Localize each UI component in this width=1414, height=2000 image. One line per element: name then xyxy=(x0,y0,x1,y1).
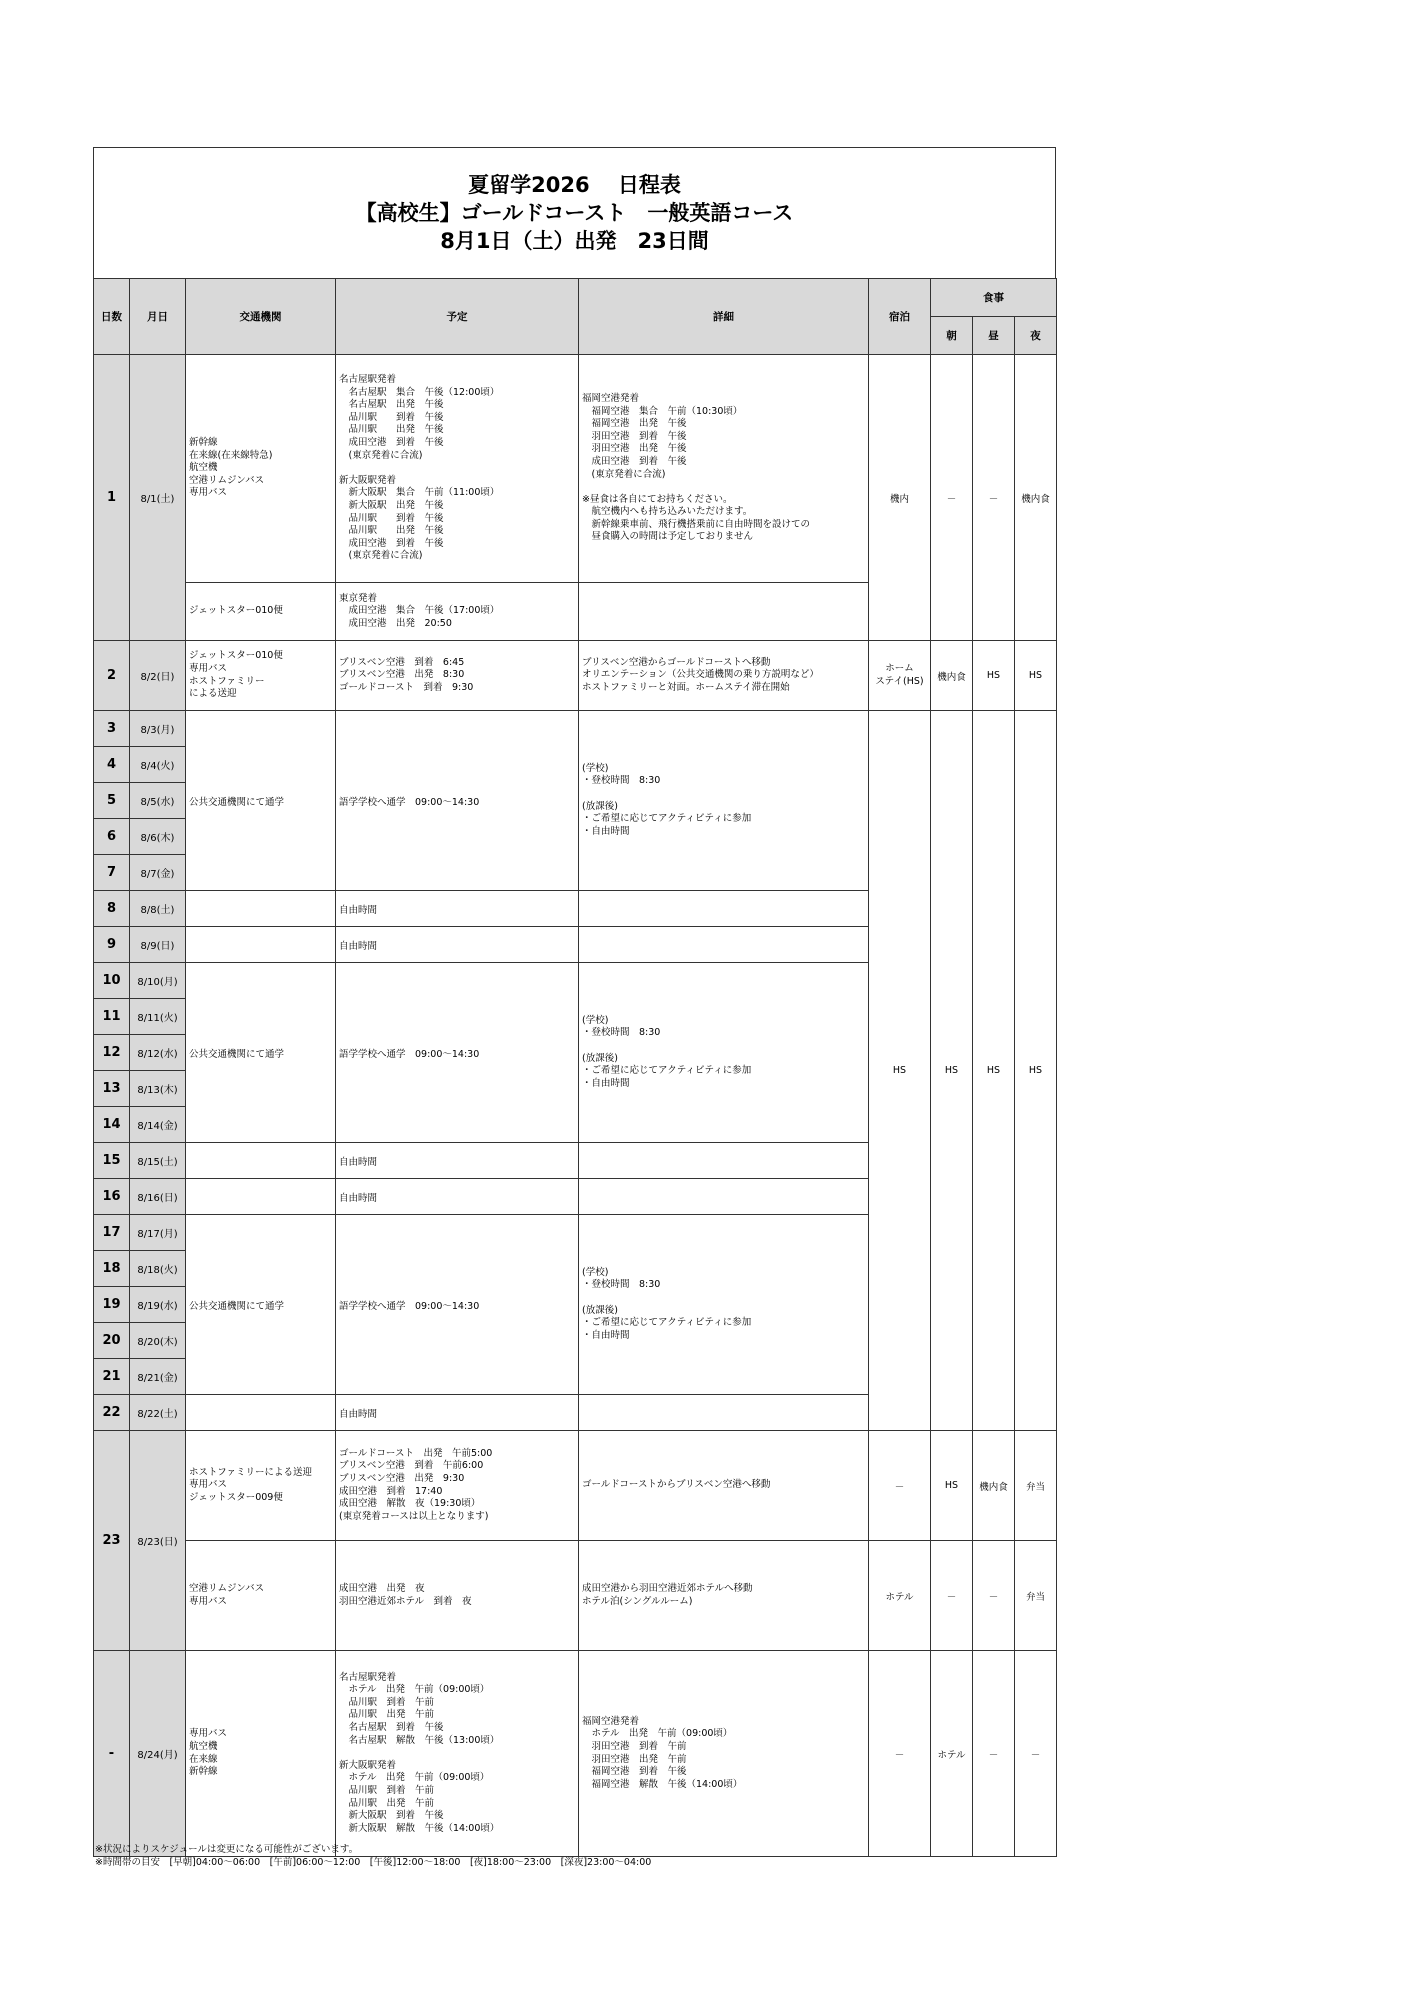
day-number: 4 xyxy=(94,747,130,783)
detail-cell xyxy=(579,1143,869,1179)
detail-cell: (学校) ・登校時間 8:30 (放課後) ・ご希望に応じてアクティビティに参加 ・自由時間 xyxy=(579,963,869,1143)
date-cell: 8/5(水) xyxy=(130,783,186,819)
date-cell: 8/9(日) xyxy=(130,927,186,963)
lodging-cell: － xyxy=(869,1651,931,1857)
lodging-cell: ホーム ステイ(HS) xyxy=(869,641,931,711)
day-number: - xyxy=(94,1651,130,1857)
transport-cell: 新幹線 在来線(在来線特急) 航空機 空港リムジンバス 専用バス xyxy=(186,355,336,583)
plan-cell: 東京発着 成田空港 集合 午後（17:00頃） 成田空港 出発 20:50 xyxy=(336,583,579,641)
detail-cell xyxy=(579,583,869,641)
breakfast-cell: － xyxy=(931,1541,973,1651)
transport-cell: 空港リムジンバス 専用バス xyxy=(186,1541,336,1651)
date-cell: 8/19(水) xyxy=(130,1287,186,1323)
date-cell: 8/6(木) xyxy=(130,819,186,855)
table-row xyxy=(94,1541,1057,1651)
breakfast-cell: ホテル xyxy=(931,1651,973,1857)
date-cell: 8/13(木) xyxy=(130,1071,186,1107)
breakfast-cell: HS xyxy=(931,711,973,1431)
date-cell: 8/21(金) xyxy=(130,1359,186,1395)
day-number: 14 xyxy=(94,1107,130,1143)
date-cell: 8/11(火) xyxy=(130,999,186,1035)
dinner-cell: 弁当 xyxy=(1015,1431,1057,1541)
transport-cell: 公共交通機関にて通学 xyxy=(186,711,336,891)
breakfast-cell: HS xyxy=(931,1431,973,1541)
detail-cell: 福岡空港発着 ホテル 出発 午前（09:00頃） 羽田空港 到着 午前 羽田空港 出発 午前 福岡空港 到着 午後 福岡空港 解散 午後（14:00頃） xyxy=(579,1651,869,1857)
detail-cell xyxy=(579,891,869,927)
transport-cell: ホストファミリーによる送迎 専用バス ジェットスター009便 xyxy=(186,1431,336,1541)
transport-cell: 公共交通機関にて通学 xyxy=(186,963,336,1143)
detail-cell xyxy=(579,1395,869,1431)
day-number: 23 xyxy=(94,1431,130,1651)
lunch-cell: 機内食 xyxy=(973,1431,1015,1541)
date-cell: 8/24(月) xyxy=(130,1651,186,1857)
footnote-schedule-change: ※状況によりスケジュールは変更になる可能性がございます。 xyxy=(95,1844,359,1855)
schedule-table xyxy=(93,278,1057,1857)
day-number: 16 xyxy=(94,1179,130,1215)
plan-cell: 語学学校へ通学 09:00～14:30 xyxy=(336,963,579,1143)
title-block xyxy=(93,147,1056,278)
date-cell: 8/8(土) xyxy=(130,891,186,927)
transport-cell: 専用バス 航空機 在来線 新幹線 xyxy=(186,1651,336,1857)
plan-cell: 名古屋駅発着 名古屋駅 集合 午後（12:00頃） 名古屋駅 出発 午後 品川駅 到着 午後 品川駅 出発 午後 成田空港 到着 午後 (東京発着に合流) 新大阪駅発着 新大阪駅 集合 午前（11:00頃） 新大阪駅 出発 午後 品川駅 到着 午後 品川駅 出発 午後 成田空港 到着 午後 (東京発着に合流) xyxy=(336,355,579,583)
date-cell: 8/20(木) xyxy=(130,1323,186,1359)
lunch-cell: HS xyxy=(973,641,1015,711)
date-cell: 8/23(日) xyxy=(130,1431,186,1651)
day-number: 11 xyxy=(94,999,130,1035)
title-line-3: 8月1日（土）出発 23日間 xyxy=(440,229,709,253)
header-date: 月日 xyxy=(130,279,186,355)
day-number: 3 xyxy=(94,711,130,747)
schedule-sheet xyxy=(93,147,1056,1857)
lunch-cell: － xyxy=(973,355,1015,641)
detail-cell: 成田空港から羽田空港近郊ホテルへ移動 ホテル泊(シングルルーム) xyxy=(579,1541,869,1651)
lodging-cell: HS xyxy=(869,711,931,1431)
dinner-cell: 機内食 xyxy=(1015,355,1057,641)
transport-cell: ジェットスター010便 専用バス ホストファミリー による送迎 xyxy=(186,641,336,711)
date-cell: 8/7(金) xyxy=(130,855,186,891)
transport-cell xyxy=(186,891,336,927)
date-cell: 8/3(月) xyxy=(130,711,186,747)
plan-cell: 自由時間 xyxy=(336,927,579,963)
detail-cell: (学校) ・登校時間 8:30 (放課後) ・ご希望に応じてアクティビティに参加 ・自由時間 xyxy=(579,711,869,891)
dinner-cell: － xyxy=(1015,1651,1057,1857)
date-cell: 8/12(水) xyxy=(130,1035,186,1071)
title-line-1: 夏留学2026 日程表 xyxy=(468,173,681,197)
table-row xyxy=(94,355,1057,583)
detail-cell: ブリスベン空港からゴールドコーストへ移動 オリエンテーション（公共交通機関の乗り方説明など） ホストファミリーと対面。ホームステイ滞在開始 xyxy=(579,641,869,711)
day-number: 12 xyxy=(94,1035,130,1071)
header-detail: 詳細 xyxy=(579,279,869,355)
breakfast-cell: － xyxy=(931,355,973,641)
plan-cell: 名古屋駅発着 ホテル 出発 午前（09:00頃） 品川駅 到着 午前 品川駅 出発 午前 名古屋駅 到着 午後 名古屋駅 解散 午後（13:00頃） 新大阪駅発着 ホテル 出発 午前（09:00頃） 品川駅 到着 午前 品川駅 出発 午前 新大阪駅 到着 午後 新大阪駅 解散 午後（14:00頃） xyxy=(336,1651,579,1857)
day-number: 22 xyxy=(94,1395,130,1431)
title-line-2: 【高校生】ゴールドコースト 一般英語コース xyxy=(355,201,794,225)
header-plan: 予定 xyxy=(336,279,579,355)
day-number: 8 xyxy=(94,891,130,927)
lunch-cell: － xyxy=(973,1541,1015,1651)
lunch-cell: HS xyxy=(973,711,1015,1431)
day-number: 21 xyxy=(94,1359,130,1395)
date-cell: 8/1(土) xyxy=(130,355,186,641)
transport-cell xyxy=(186,1179,336,1215)
date-cell: 8/15(土) xyxy=(130,1143,186,1179)
transport-cell xyxy=(186,1143,336,1179)
detail-cell: ゴールドコーストからブリスベン空港へ移動 xyxy=(579,1431,869,1541)
date-cell: 8/4(火) xyxy=(130,747,186,783)
table-row xyxy=(94,711,1057,747)
transport-cell: ジェットスター010便 xyxy=(186,583,336,641)
lunch-cell: － xyxy=(973,1651,1015,1857)
day-number: 13 xyxy=(94,1071,130,1107)
plan-cell: ゴールドコースト 出発 午前5:00 ブリスベン空港 到着 午前6:00 ブリスベン空港 出発 9:30 成田空港 到着 17:40 成田空港 解散 夜（19:30頃） (東京発着コースは以上となります) xyxy=(336,1431,579,1541)
table-row xyxy=(94,1431,1057,1541)
plan-cell: 自由時間 xyxy=(336,1143,579,1179)
header-day: 日数 xyxy=(94,279,130,355)
plan-cell: 自由時間 xyxy=(336,891,579,927)
breakfast-cell: 機内食 xyxy=(931,641,973,711)
transport-cell xyxy=(186,927,336,963)
day-number: 1 xyxy=(94,355,130,641)
lodging-cell: － xyxy=(869,1431,931,1541)
date-cell: 8/22(土) xyxy=(130,1395,186,1431)
day-number: 15 xyxy=(94,1143,130,1179)
day-number: 5 xyxy=(94,783,130,819)
day-number: 7 xyxy=(94,855,130,891)
dinner-cell: HS xyxy=(1015,641,1057,711)
plan-cell: 語学学校へ通学 09:00～14:30 xyxy=(336,711,579,891)
header-breakfast: 朝 xyxy=(931,317,973,355)
plan-cell: ブリスベン空港 到着 6:45 ブリスベン空港 出発 8:30 ゴールドコースト 到着 9:30 xyxy=(336,641,579,711)
table-row xyxy=(94,641,1057,711)
day-number: 19 xyxy=(94,1287,130,1323)
day-number: 2 xyxy=(94,641,130,711)
date-cell: 8/2(日) xyxy=(130,641,186,711)
day-number: 9 xyxy=(94,927,130,963)
header-transport: 交通機関 xyxy=(186,279,336,355)
plan-cell: 語学学校へ通学 09:00～14:30 xyxy=(336,1215,579,1395)
plan-cell: 自由時間 xyxy=(336,1395,579,1431)
header-lodging: 宿泊 xyxy=(869,279,931,355)
day-number: 17 xyxy=(94,1215,130,1251)
footnote-time-guide: ※時間帯の目安 [早朝]04:00～06:00 [午前]06:00～12:00 [午後]12:00～18:00 [夜]18:00～23:00 [深夜]23:00～04:00 xyxy=(95,1857,652,1868)
plan-cell: 自由時間 xyxy=(336,1179,579,1215)
date-cell: 8/16(日) xyxy=(130,1179,186,1215)
day-number: 20 xyxy=(94,1323,130,1359)
table-row xyxy=(94,1651,1057,1857)
header-lunch: 昼 xyxy=(973,317,1015,355)
day-number: 18 xyxy=(94,1251,130,1287)
dinner-cell: 弁当 xyxy=(1015,1541,1057,1651)
date-cell: 8/18(火) xyxy=(130,1251,186,1287)
detail-cell xyxy=(579,1179,869,1215)
detail-cell: (学校) ・登校時間 8:30 (放課後) ・ご希望に応じてアクティビティに参加 ・自由時間 xyxy=(579,1215,869,1395)
day-number: 10 xyxy=(94,963,130,999)
date-cell: 8/10(月) xyxy=(130,963,186,999)
transport-cell: 公共交通機関にて通学 xyxy=(186,1215,336,1395)
transport-cell xyxy=(186,1395,336,1431)
detail-cell xyxy=(579,927,869,963)
detail-cell: 福岡空港発着 福岡空港 集合 午前（10:30頃） 福岡空港 出発 午後 羽田空港 到着 午後 羽田空港 出発 午後 成田空港 到着 午後 (東京発着に合流) ※昼食は各自にてお持ちください。 航空機内へも持ち込みいただけます。 新幹線乗車前、飛行機搭乗前に自由時間を設けての 昼食購入の時間は予定しておりません xyxy=(579,355,869,583)
plan-cell: 成田空港 出発 夜 羽田空港近郊ホテル 到着 夜 xyxy=(336,1541,579,1651)
lodging-cell: ホテル xyxy=(869,1541,931,1651)
date-cell: 8/14(金) xyxy=(130,1107,186,1143)
dinner-cell: HS xyxy=(1015,711,1057,1431)
footnotes xyxy=(95,1843,651,1869)
lodging-cell: 機内 xyxy=(869,355,931,641)
header-dinner: 夜 xyxy=(1015,317,1057,355)
date-cell: 8/17(月) xyxy=(130,1215,186,1251)
header-meals: 食事 xyxy=(931,279,1057,317)
day-number: 6 xyxy=(94,819,130,855)
